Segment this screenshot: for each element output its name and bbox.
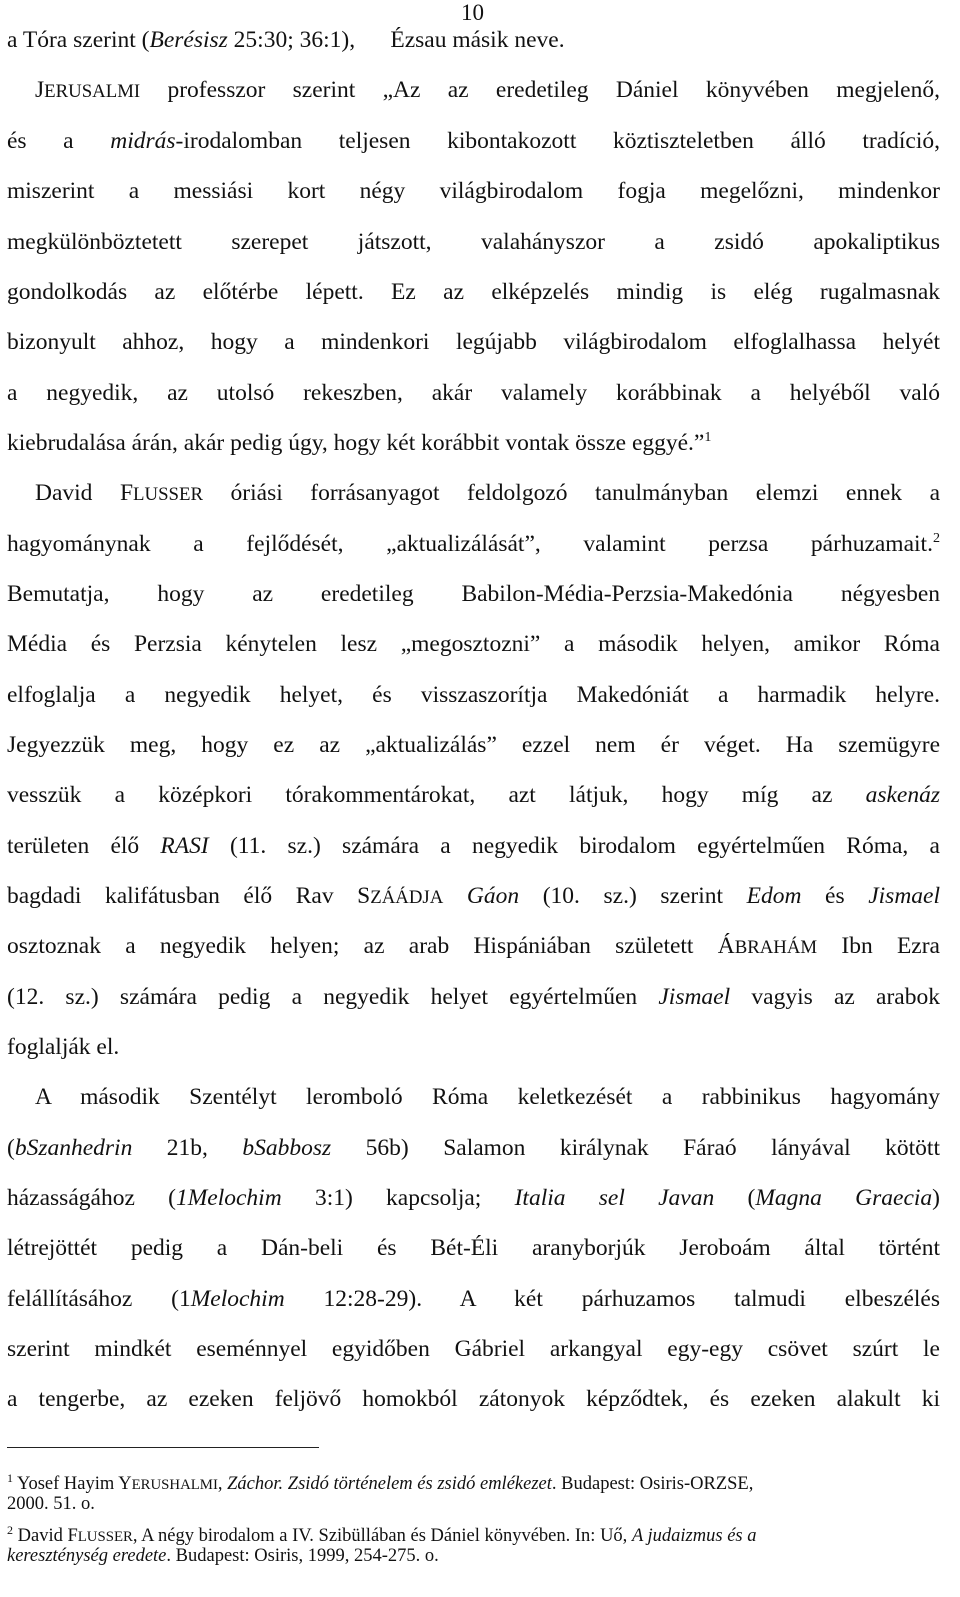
text-line: foglalják el. (7, 1034, 120, 1060)
text-line: házasságához (1Melochim 3:1) kapcsolja; Italia sel Javan (Magna Graecia) (7, 1185, 940, 1211)
text-line: gondolkodás az előtérbe lépett. Ez az elképzelés mindig is elég rugalmasnak (7, 279, 940, 305)
text-line: létrejöttét pedig a Dán-beli és Bét-Éli aranyborjúk Jeroboám által történt (7, 1235, 940, 1261)
text-line: Média és Perzsia kénytelen lesz „megosztozni” a második helyen, amikor Róma (7, 631, 940, 657)
footnote-ref-2[interactable]: 2 (932, 530, 940, 547)
text-line: (12. sz.) számára pedig a negyedik helyet egyértelműen Jismael vagyis az arabok (7, 984, 940, 1010)
text-line: David FLUSSER óriási forrásanyagot feldolgozó tanulmányban elemzi ennek a (35, 480, 940, 506)
text-line: területen élő RASI (11. sz.) számára a negyedik birodalom egyértelműen Róma, a (7, 833, 940, 859)
footnote-1-cont: 2000. 51. o. (7, 1494, 95, 1514)
footnote-separator (7, 1447, 319, 1448)
footnote-2-cont: kereszténység eredete. Budapest: Osiris, 1999, 254-275. o. (7, 1546, 439, 1566)
footnote-1: $^1$ Yosef Hayim YERUSHALMI, Záchor. Zsidó történelem és zsidó emlékezet. Budapest: Osiris-ORZSE, (7, 1471, 754, 1495)
page-number: 10 (461, 0, 484, 25)
footnote-ref-1[interactable]: 1 (704, 429, 712, 446)
text-line: Bemutatja, hogy az eredetileg Babilon-Média-Perzsia-Makedónia négyesben (7, 581, 940, 607)
text-line: A második Szentélyt leromboló Róma keletkezését a rabbinikus hagyomány (35, 1084, 940, 1110)
text-line: kiebrudalása árán, akár pedig úgy, hogy két korábbit vontak össze eggyé.”$^1$ (7, 429, 712, 456)
text-line: a negyedik, az utolsó rekeszben, akár valamely korábbinak a helyéből való (7, 380, 940, 406)
text-line: bizonyult ahhoz, hogy a mindenkori legújabb világbirodalom elfoglalhassa helyét (7, 329, 940, 355)
text-line: miszerint a messiási kort négy világbirodalom fogja megelőzni, mindenkor (7, 178, 940, 204)
text-line: vesszük a középkori tórakommentárokat, azt látjuk, hogy míg az askenáz (7, 782, 940, 808)
text-line: megkülönböztetett szerepet játszott, valahányszor a zsidó apokaliptikus (7, 229, 940, 255)
text-line: a tengerbe, az ezeken feljövő homokból zátonyok képződtek, és ezeken alakult ki (7, 1386, 940, 1412)
text-line: elfoglalja a negyedik helyet, és visszaszorítja Makedóniát a harmadik helyre. (7, 682, 940, 708)
text-line: hagyománynak a fejlődését, „aktualizálását”, valamint perzsa párhuzamait.$^2$ (7, 530, 940, 557)
text-line: és a midrás-irodalomban teljesen kibontakozott köztiszteletben álló tradíció, (7, 128, 940, 154)
text-line: szerint mindkét eseménnyel egyidőben Gábriel arkangyal egy-egy csövet szúrt le (7, 1336, 940, 1362)
footnote-2: $^2$ David FLUSSER, A négy birodalom a IV. Szibüllában és Dániel könyvében. In: Uő, A judaizmus és a (7, 1523, 757, 1547)
text-line: felállításához (1Melochim 12:28-29). A két párhuzamos talmudi elbeszélés (7, 1286, 940, 1312)
text-line: (bSzanhedrin 21b, bSabbosz 56b) Salamon királynak Fáraó lányával kötött (7, 1135, 940, 1161)
text-line: osztoznak a negyedik helyen; az arab Hispániában született ÁBRAHÁM Ibn Ezra (7, 933, 940, 959)
text-line: JERUSALMI professzor szerint „Az az eredetileg Dániel könyvében megjelenő, (35, 77, 940, 103)
text-line: Jegyezzük meg, hogy ez az „aktualizálás” ezzel nem ér véget. Ha szemügyre (7, 732, 940, 758)
text-line: bagdadi kalifátusban élő Rav SZÁÁDJA Gáon (10. sz.) szerint Edom és Jismael (7, 883, 941, 909)
text-line: a Tóra szerint (Berésisz 25:30; 36:1), Ézsau másik neve. (7, 27, 565, 53)
